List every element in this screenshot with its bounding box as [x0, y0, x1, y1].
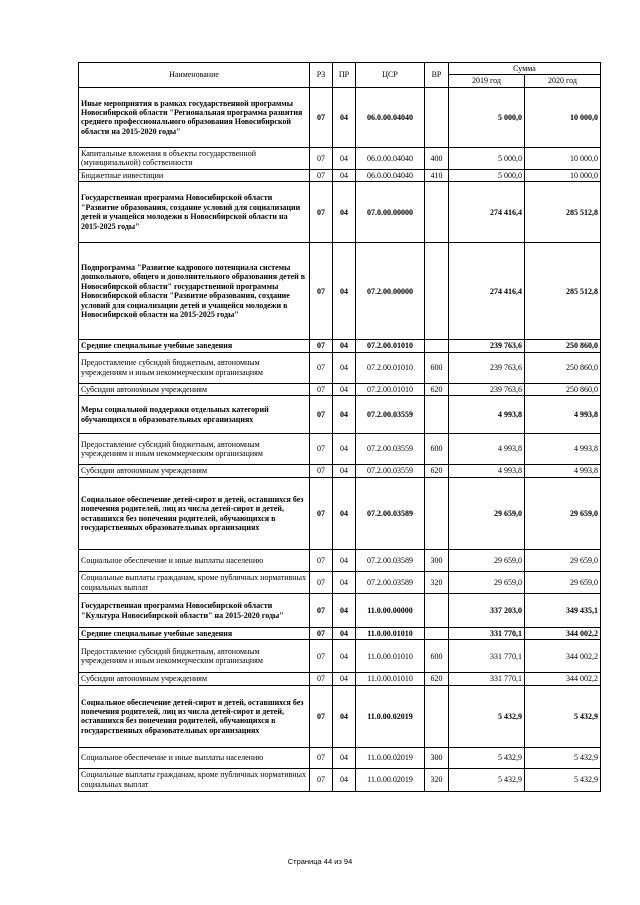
- cell-vr: 320: [425, 572, 449, 594]
- cell-vr: 600: [425, 434, 449, 465]
- table-row: [79, 747, 601, 768]
- table-row: [79, 243, 601, 340]
- cell-y2019: 5 000,0: [449, 169, 525, 181]
- cell-csr: 06.0.00.04040: [356, 169, 425, 181]
- cell-y2020: 349 435,1: [525, 594, 601, 628]
- cell-pr: 04: [333, 147, 356, 169]
- cell-y2020: 5 432,9: [525, 685, 601, 747]
- cell-csr: 07.2.00.01010: [356, 352, 425, 383]
- table-row: [79, 640, 601, 673]
- table-row: [79, 685, 601, 747]
- cell-pr: 04: [333, 572, 356, 594]
- cell-pr: 04: [333, 747, 356, 768]
- cell-vr: 320: [425, 768, 449, 791]
- cell-vr: 400: [425, 147, 449, 169]
- header-csr: ЦСР: [356, 63, 425, 88]
- cell-vr: [425, 594, 449, 628]
- cell-y2019: 29 659,0: [449, 550, 525, 572]
- cell-name: Социальное обеспечение и иные выплаты населению: [79, 747, 310, 768]
- table-row: [79, 478, 601, 550]
- cell-rz: 07: [310, 182, 333, 243]
- cell-pr: 04: [333, 340, 356, 352]
- cell-csr: 07.2.00.03589: [356, 550, 425, 572]
- cell-rz: 07: [310, 628, 333, 640]
- cell-rz: 07: [310, 352, 333, 383]
- cell-y2019: 274 416,4: [449, 182, 525, 243]
- cell-y2019: 274 416,4: [449, 243, 525, 340]
- cell-vr: 620: [425, 383, 449, 395]
- cell-y2020: 10 000,0: [525, 169, 601, 181]
- cell-csr: 07.2.00.00000: [356, 243, 425, 340]
- cell-rz: 07: [310, 550, 333, 572]
- cell-y2020: 4 993,8: [525, 434, 601, 465]
- cell-vr: 600: [425, 352, 449, 383]
- cell-rz: 07: [310, 340, 333, 352]
- cell-vr: [425, 685, 449, 747]
- cell-pr: 04: [333, 182, 356, 243]
- table-row: [79, 768, 601, 791]
- cell-pr: 04: [333, 673, 356, 685]
- cell-rz: 07: [310, 434, 333, 465]
- cell-csr: 07.0.00.00000: [356, 182, 425, 243]
- cell-y2020: 344 002,2: [525, 673, 601, 685]
- cell-name: Субсидии автономным учреждениям: [79, 673, 310, 685]
- table-row: [79, 628, 601, 640]
- cell-name: Субсидии автономным учреждениям: [79, 465, 310, 478]
- cell-y2020: 250 860,0: [525, 340, 601, 352]
- cell-pr: 04: [333, 640, 356, 673]
- cell-y2020: 5 432,9: [525, 747, 601, 768]
- cell-y2019: 239 763,6: [449, 340, 525, 352]
- cell-y2019: 5 000,0: [449, 147, 525, 169]
- cell-y2019: 4 993,8: [449, 396, 525, 434]
- cell-pr: 04: [333, 768, 356, 791]
- cell-rz: 07: [310, 478, 333, 550]
- cell-y2020: 285 512,8: [525, 243, 601, 340]
- cell-y2020: 285 512,8: [525, 182, 601, 243]
- cell-name: Государственная программа Новосибирской области "Культура Новосибирской области" на 2015-2020 годы": [79, 594, 310, 628]
- budget-table: [78, 62, 601, 792]
- cell-rz: 07: [310, 572, 333, 594]
- table-row: [79, 572, 601, 594]
- cell-csr: 07.2.00.01010: [356, 383, 425, 395]
- cell-vr: [425, 396, 449, 434]
- cell-rz: 07: [310, 640, 333, 673]
- cell-rz: 07: [310, 685, 333, 747]
- cell-pr: 04: [333, 465, 356, 478]
- cell-name: Средние специальные учебные заведения: [79, 628, 310, 640]
- cell-vr: [425, 478, 449, 550]
- cell-pr: 04: [333, 434, 356, 465]
- cell-vr: 620: [425, 673, 449, 685]
- cell-csr: 06.0.00.04040: [356, 147, 425, 169]
- cell-y2019: 337 203,0: [449, 594, 525, 628]
- cell-pr: 04: [333, 396, 356, 434]
- cell-vr: [425, 628, 449, 640]
- cell-y2019: 5 000,0: [449, 87, 525, 147]
- cell-csr: 11.0.00.01010: [356, 640, 425, 673]
- cell-name: Средние специальные учебные заведения: [79, 340, 310, 352]
- cell-y2019: 5 432,9: [449, 768, 525, 791]
- cell-y2019: 331 770,1: [449, 628, 525, 640]
- table-header: [79, 63, 601, 88]
- cell-vr: 300: [425, 747, 449, 768]
- cell-y2019: 4 993,8: [449, 434, 525, 465]
- table-row: [79, 673, 601, 685]
- cell-csr: 07.2.00.01010: [356, 340, 425, 352]
- cell-rz: 07: [310, 768, 333, 791]
- cell-y2019: 5 432,9: [449, 747, 525, 768]
- table-row: [79, 396, 601, 434]
- cell-y2020: 344 002,2: [525, 628, 601, 640]
- cell-vr: 410: [425, 169, 449, 181]
- cell-rz: 07: [310, 147, 333, 169]
- cell-pr: 04: [333, 628, 356, 640]
- cell-vr: 620: [425, 465, 449, 478]
- cell-y2019: 5 432,9: [449, 685, 525, 747]
- cell-csr: 11.0.00.02019: [356, 685, 425, 747]
- cell-name: Социальное обеспечение детей-сирот и детей, оставшихся без попечения родителей, лиц из числа детей-сирот и детей, оставшихся без попечения родителей, обучающихся в государственных образовательных организациях: [79, 685, 310, 747]
- header-pr: ПР: [333, 63, 356, 88]
- cell-rz: 07: [310, 594, 333, 628]
- table-row: [79, 383, 601, 395]
- cell-pr: 04: [333, 594, 356, 628]
- cell-y2019: 239 763,6: [449, 383, 525, 395]
- table-row: [79, 169, 601, 181]
- cell-vr: 300: [425, 550, 449, 572]
- header-name: Наименование: [79, 63, 310, 88]
- cell-y2020: 250 860,0: [525, 383, 601, 395]
- table-row: [79, 147, 601, 169]
- cell-name: Бюджетные инвестиции: [79, 169, 310, 181]
- cell-rz: 07: [310, 87, 333, 147]
- header-2020: 2020 год: [525, 75, 601, 87]
- cell-pr: 04: [333, 243, 356, 340]
- cell-y2019: 4 993,8: [449, 465, 525, 478]
- header-rz: РЗ: [310, 63, 333, 88]
- cell-vr: [425, 87, 449, 147]
- cell-csr: 11.0.00.02019: [356, 768, 425, 791]
- cell-y2020: 344 002,2: [525, 640, 601, 673]
- table-row: [79, 550, 601, 572]
- cell-pr: 04: [333, 352, 356, 383]
- cell-pr: 04: [333, 550, 356, 572]
- cell-name: Социальное обеспечение детей-сирот и детей, оставшихся без попечения родителей, лиц из числа детей-сирот и детей, оставшихся без попечения родителей, обучающихся в государственных образовательных организациях: [79, 478, 310, 550]
- cell-rz: 07: [310, 383, 333, 395]
- header-2019: 2019 год: [449, 75, 525, 87]
- cell-name: Социальные выплаты гражданам, кроме публичных нормативных социальных выплат: [79, 572, 310, 594]
- table-row: [79, 434, 601, 465]
- cell-csr: 07.2.00.03589: [356, 478, 425, 550]
- cell-y2019: 29 659,0: [449, 478, 525, 550]
- cell-name: Социальное обеспечение и иные выплаты населению: [79, 550, 310, 572]
- cell-name: Социальные выплаты гражданам, кроме публичных нормативных социальных выплат: [79, 768, 310, 791]
- cell-y2020: 10 000,0: [525, 87, 601, 147]
- table-row: [79, 340, 601, 352]
- table-row: [79, 87, 601, 147]
- cell-csr: 07.2.00.03559: [356, 396, 425, 434]
- cell-y2019: 331 770,1: [449, 640, 525, 673]
- cell-rz: 07: [310, 169, 333, 181]
- cell-y2020: 250 860,0: [525, 352, 601, 383]
- cell-y2020: 29 659,0: [525, 572, 601, 594]
- cell-y2019: 29 659,0: [449, 572, 525, 594]
- cell-name: Государственная программа Новосибирской области "Развитие образования, создание условий для социализации детей и учащейся молодежи в Новосибирской области на 2015-2025 годы": [79, 182, 310, 243]
- cell-csr: 11.0.00.02019: [356, 747, 425, 768]
- cell-pr: 04: [333, 685, 356, 747]
- cell-y2020: 4 993,8: [525, 396, 601, 434]
- cell-pr: 04: [333, 87, 356, 147]
- header-vr: ВР: [425, 63, 449, 88]
- cell-pr: 04: [333, 478, 356, 550]
- cell-csr: 11.0.00.01010: [356, 673, 425, 685]
- cell-name: Предоставление субсидий бюджетным, автономным учреждениям и иным некоммерческим организациям: [79, 640, 310, 673]
- table-body: [79, 87, 601, 791]
- cell-csr: 11.0.00.00000: [356, 594, 425, 628]
- cell-name: Субсидии автономным учреждениям: [79, 383, 310, 395]
- cell-y2020: 29 659,0: [525, 550, 601, 572]
- cell-y2019: 331 770,1: [449, 673, 525, 685]
- cell-rz: 07: [310, 465, 333, 478]
- cell-rz: 07: [310, 243, 333, 340]
- cell-csr: 06.0.00.04040: [356, 87, 425, 147]
- page-number: Страница 44 из 94: [287, 857, 353, 866]
- cell-vr: [425, 340, 449, 352]
- cell-y2019: 239 763,6: [449, 352, 525, 383]
- cell-name: Подпрограмма "Развитие кадрового потенциала системы дошкольного, общего и дополнительного образования детей в Новосибирской области" государственной программы Новосибирской области "Развитие образования, создание условий для социализации детей и учащейся молодежи в Новосибирской области на 2015-2025 годы": [79, 243, 310, 340]
- header-sum: Сумма: [449, 63, 601, 75]
- cell-name: Капитальные вложения в объекты государственной (муниципальной) собственности: [79, 147, 310, 169]
- cell-rz: 07: [310, 747, 333, 768]
- cell-y2020: 5 432,9: [525, 768, 601, 791]
- cell-name: Иные мероприятия в рамках государственной программы Новосибирской области "Региональная программа развития среднего профессионального образования Новосибирской области на 2015-2020 годы": [79, 87, 310, 147]
- cell-csr: 07.2.00.03559: [356, 434, 425, 465]
- cell-y2020: 10 000,0: [525, 147, 601, 169]
- table-row: [79, 594, 601, 628]
- cell-vr: [425, 182, 449, 243]
- cell-rz: 07: [310, 673, 333, 685]
- cell-y2020: 4 993,8: [525, 465, 601, 478]
- cell-name: Меры социальной поддержки отдельных категорий обучающихся в образовательных организациях: [79, 396, 310, 434]
- cell-csr: 07.2.00.03589: [356, 572, 425, 594]
- cell-vr: [425, 243, 449, 340]
- table-row: [79, 182, 601, 243]
- table-row: [79, 352, 601, 383]
- cell-vr: 600: [425, 640, 449, 673]
- cell-pr: 04: [333, 383, 356, 395]
- cell-name: Предоставление субсидий бюджетным, автономным учреждениям и иным некоммерческим организациям: [79, 352, 310, 383]
- table-row: [79, 465, 601, 478]
- cell-name: Предоставление субсидий бюджетным, автономным учреждениям и иным некоммерческим организациям: [79, 434, 310, 465]
- cell-csr: 11.0.00.01010: [356, 628, 425, 640]
- cell-y2020: 29 659,0: [525, 478, 601, 550]
- cell-pr: 04: [333, 169, 356, 181]
- cell-rz: 07: [310, 396, 333, 434]
- cell-csr: 07.2.00.03559: [356, 465, 425, 478]
